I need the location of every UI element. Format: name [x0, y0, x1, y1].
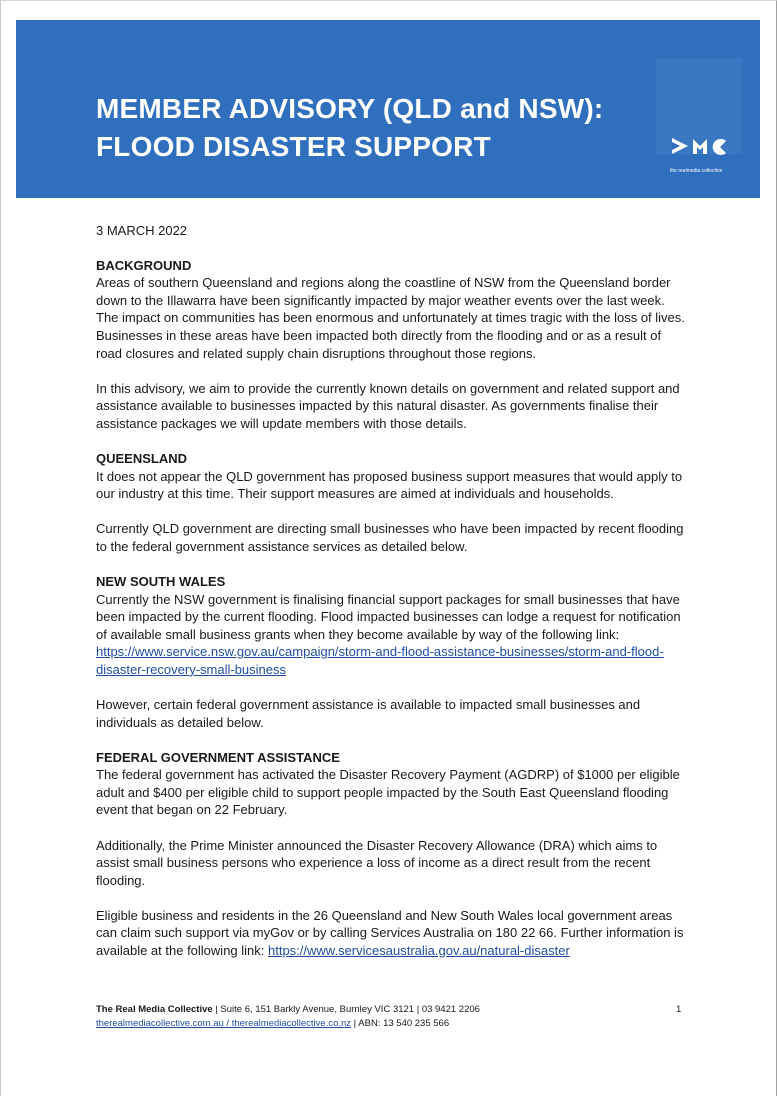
federal-paragraph-2: Additionally, the Prime Minister announced the Disaster Recovery Allowance (DRA) which aims to assist small business persons who experience a loss of income as a direct result from the recent flooding.: [96, 837, 658, 888]
title-line-2: FLOOD DISASTER SUPPORT: [96, 131, 491, 162]
logo-caption: the realmedia collective: [670, 168, 723, 174]
nsw-paragraph-1: [96, 591, 686, 679]
footer-address: | Suite 6, 151 Barkly Avenue, Burnley VIC 3121 | 03 9421 2206: [212, 1004, 480, 1015]
heading-background: BACKGROUND: [96, 257, 192, 273]
rmc-logo: [670, 132, 734, 178]
document-date: 3 MARCH 2022: [96, 223, 188, 238]
nsw-paragraph-1-text: Currently the NSW government is finalising financial support packages for small businesses that have been impacted by the current flooding. Flood impacted businesses can lodge a request for notification of available small business grants when they become available by way of the following link:: [96, 591, 681, 642]
queensland-paragraph-1: It does not appear the QLD government has proposed business support measures that would apply to our industry at this time. Their support measures are aimed at individuals and households.: [96, 468, 683, 502]
footer-abn: | ABN: 13 540 235 566: [351, 1018, 450, 1029]
document-body: [96, 222, 686, 977]
footer-org-name: The Real Media Collective: [96, 1004, 213, 1015]
federal-paragraph-3-text: Eligible business and residents in the 26 Queensland and New South Wales local government areas can claim such support via myGov or by calling Services Australia on 180 22 66. Further information is available at the following link:: [96, 907, 684, 958]
page-number: 1: [676, 1004, 682, 1015]
heading-nsw: NEW SOUTH WALES: [96, 573, 226, 589]
heading-queensland: QUEENSLAND: [96, 450, 188, 466]
footer-line-2: [96, 1017, 696, 1031]
nsw-paragraph-2: However, certain federal government assistance is available to impacted small businesses and individuals as detailed below.: [96, 696, 641, 730]
header-banner: [16, 20, 760, 198]
federal-paragraph-1: The federal government has activated the Disaster Recovery Payment (AGDRP) of $1000 per eligible adult and $400 per eligible child to support people impacted by the South East Queensland flooding event that began on 22 February.: [96, 767, 680, 818]
federal-paragraph-3: [96, 907, 686, 960]
title-line-1: MEMBER ADVISORY (QLD and NSW):: [96, 93, 604, 124]
document-title: [96, 90, 603, 166]
page-footer: [96, 1003, 696, 1031]
footer-website-links[interactable]: therealmediacollective.com.au / therealmediacollective.co.nz: [96, 1018, 352, 1029]
queensland-paragraph-2: Currently QLD government are directing small businesses who have been impacted by recent flooding to the federal government assistance services as detailed below.: [96, 521, 684, 554]
footer-line-1: [96, 1003, 696, 1017]
services-australia-link[interactable]: https://www.servicesaustralia.gov.au/natural-disaster: [268, 943, 570, 958]
rmc-logo-icon: [670, 132, 734, 166]
background-paragraph-2: In this advisory, we aim to provide the currently known details on government and related support and assistance available to businesses impacted by this natural disaster. As governments finalise their assistance packages we will update members with those details.: [96, 380, 680, 431]
heading-federal: FEDERAL GOVERNMENT ASSISTANCE: [96, 749, 340, 765]
nsw-grants-link[interactable]: https://www.service.nsw.gov.au/campaign/storm-and-flood-assistance-businesses/storm-and-flood-disaster-recovery-small-business: [96, 644, 664, 677]
background-paragraph-1: Areas of southern Queensland and regions along the coastline of NSW from the Queensland border down to the Illawarra have been significantly impacted by major weather events over the last week. The impact on communities has been enormous and unfortunately at times tragic with the loss of lives. Businesses in these areas have been impacted both directly from the flooding and or as a result of road closures and related supply chain disruptions throughout those regions.: [96, 275, 685, 361]
